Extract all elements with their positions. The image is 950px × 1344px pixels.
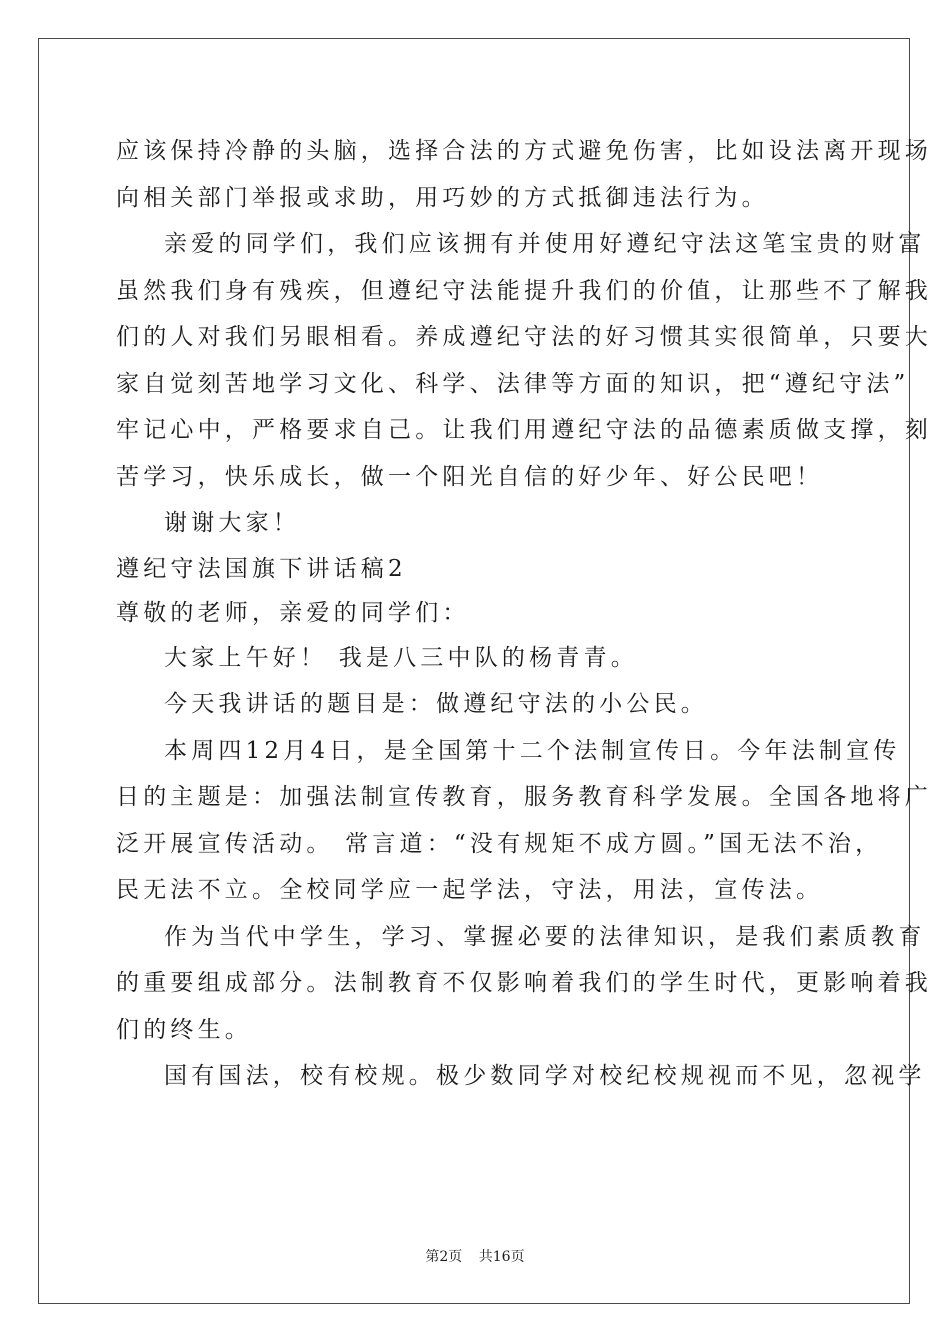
text-line: 作为当代中学生，学习、掌握必要的法律知识，是我们素质教育 [164, 923, 926, 950]
text-line: 谢谢大家！ [164, 510, 300, 536]
text-line: 牢记心中，严格要求自己。让我们用遵纪守法的品德素质做支撑，刻 [116, 417, 932, 443]
text-line: 本周四12月4日，是全国第十二个法制宣传日。今年法制宣传 [164, 737, 901, 764]
document-body [116, 128, 932, 1100]
text-line: 日的主题是：加强法制宣传教育，服务教育科学发展。全国各地将广 [116, 784, 932, 810]
text-line: 向相关部门举报或求助，用巧妙的方式抵御违法行为。 [116, 184, 769, 211]
page-number: 第2页 [425, 1249, 463, 1265]
text-line: 民无法不立。全校同学应一起学法，守法，用法，宣传法。 [116, 877, 824, 903]
text-line: 们的人对我们另眼相看。养成遵纪守法的好习惯其实很简单，只要大 [116, 324, 932, 350]
salutation: 尊敬的老师，亲爱的同学们： [116, 599, 470, 626]
text-line: 们的终生。 [116, 1016, 252, 1043]
text-line: 苦学习，快乐成长，做一个阳光自信的好少年、好公民吧！ [116, 463, 824, 490]
text-line: 泛开展宣传活动。 常言道：“没有规矩不成方圆。”国无法不治， [116, 830, 883, 857]
text-line: 家自觉刻苦地学习文化、科学、法律等方面的知识，把“遵纪守法” [116, 370, 910, 397]
text-line: 亲爱的同学们，我们应该拥有并使用好遵纪守法这笔宝贵的财富 [164, 231, 926, 257]
text-line: 虽然我们身有残疾，但遵纪守法能提升我们的价值，让那些不了解我 [116, 277, 932, 304]
text-line: 国有国法，校有校规。极少数同学对校纪校规视而不见，忽视学 [164, 1063, 926, 1089]
text-line: 应该保持冷静的头脑，选择合法的方式避免伤害，比如设法离开现场 [116, 138, 932, 164]
text-line: 的重要组成部分。法制教育不仅影响着我们的学生时代，更影响着我 [116, 970, 932, 996]
section-heading: 遵纪守法国旗下讲话稿2 [116, 555, 407, 582]
text-line: 今天我讲话的题目是：做遵纪守法的小公民。 [164, 691, 708, 717]
page-total: 共16页 [478, 1249, 525, 1265]
text-line: 大家上午好！ 我是八三中队的杨青青。 [164, 644, 638, 671]
page-footer [0, 1246, 950, 1266]
